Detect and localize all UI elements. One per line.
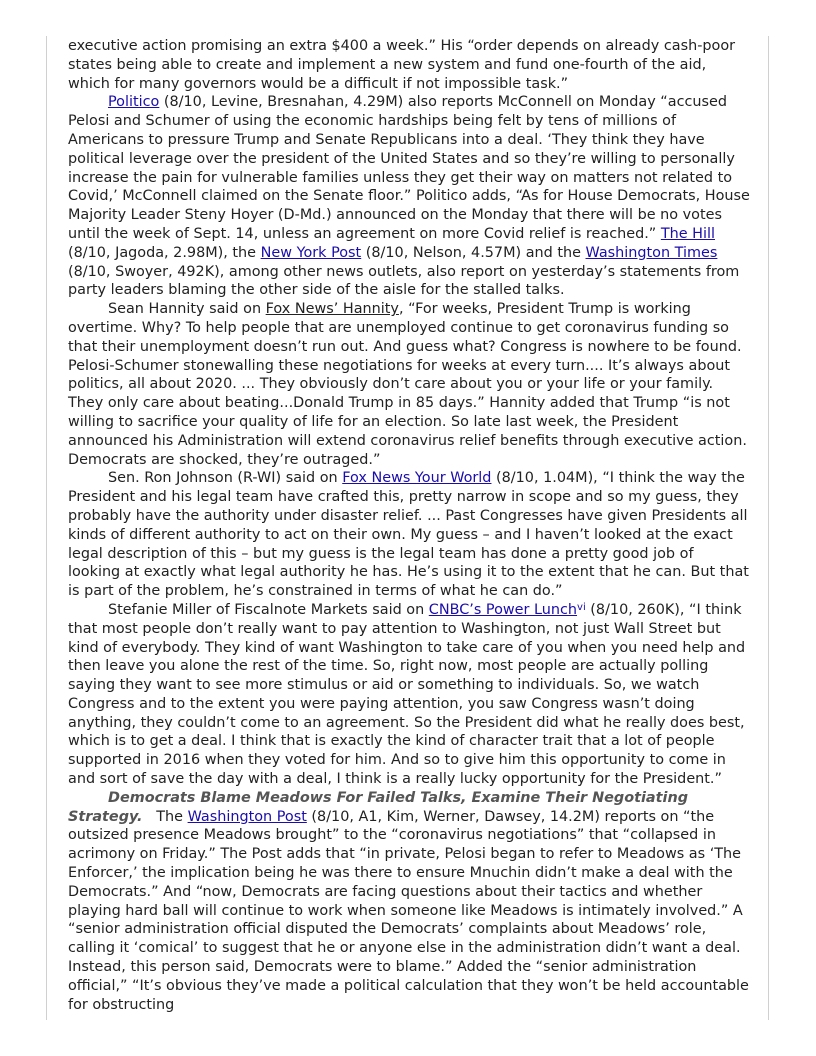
washington-post-link[interactable]: Washington Post (187, 808, 307, 825)
paragraph-politico (68, 93, 750, 300)
paragraph-hannity (68, 300, 750, 469)
fox-news-your-world-link[interactable]: Fox News Your World (342, 470, 492, 487)
paragraph-ron-johnson (68, 469, 750, 601)
paragraph-text: Stefanie Miller of Fiscalnote Markets said on (108, 601, 429, 618)
cnbc-power-lunch-link[interactable]: CNBC’s Power Lunch (428, 601, 578, 618)
paragraph-continuation (68, 37, 750, 93)
the-hill-link[interactable]: The Hill (660, 225, 715, 242)
paragraph-text: executive action promising an extra $400 a week.” His “order depends on already cash-poor states being able to create and implement a new system and fund one-fourth of the aid, which for many governors would be a difficult if not impossible task.” (68, 38, 736, 92)
right-margin-rule (768, 36, 769, 1020)
paragraph-meadows (68, 789, 750, 1015)
paragraph-text: , “For weeks, President Trump is working overtime. Why? To help people that are unemployed continue to get coronavirus funding so that their unemployment doesn’t run out. And guess what? Congress is nowhere to be found. Pelosi-Schumer stonewalling these negotiations for weeks at every turn.... It’s always about politics, all about 2020. ... They obviously don’t care about you or your life or your family. They only care about beating...Donald Trump in 85 days.” Hannity added that Trump “is not willing to sacrifice your quality of life for an election. So late last week, the President announced his Administration will extend coronavirus relief benefits through executive action. Democrats are shocked, they’re outraged.” (68, 301, 747, 468)
paragraph-text: (8/10, Swoyer, 492K), among other news outlets, also report on yesterday’s statements from party leaders blaming the other side of the aisle for the stalled talks. (68, 263, 740, 299)
politico-link[interactable]: Politico (108, 94, 160, 111)
left-margin-rule (46, 36, 47, 1020)
paragraph-text: (8/10, A1, Kim, Werner, Dawsey, 14.2M) reports on “the outsized presence Meadows brought” to the “coronavirus negotiations” that “collapsed in acrimony on Friday.” The Post adds that “in private, Pelosi began to refer to Meadows as ‘The Enforcer,’ the implication being he was there to ensure Mnuchin didn’t make a deal with the Democrats.” And “now, Democrats are facing questions about their tactics and whether playing hard ball will continue to work when someone like Meadows is intimately involved.” A “senior administration official disputed the Democrats’ complaints about Meadows’ role, calling it ‘comical’ to suggest that he or anyone else in the administration didn’t want a deal. Instead, this person said, Democrats were to blame.” Added the “senior administration official,” “It’s obvious they’ve made a political calculation that they won’t be held accountable for obstructing (68, 808, 749, 1013)
paragraph-text: (8/10, 260K), “I think that most people don’t really want to pay attention to Washington, not just Wall Street but kind of everybody. They kind of want Washington to take care of you when you need help and then leave you alone the rest of the time. So, right now, most people are actually polling saying they want to see more stimulus or aid or something to individuals. So, we watch Congress and to the extent you were paying attention, you saw Congress wasn’t doing anything, they couldn’t come to an agreement. So the President did what he really does best, which is to get a deal. I think that is exactly the kind of character trait that a lot of people supported in 2016 when they voted for him. And so to give him this opportunity to come in and sort of save the day with a deal, I think is a really lucky opportunity for the President.” (68, 601, 746, 788)
paragraph-text: The (142, 808, 188, 825)
footnote-marker[interactable]: vi (577, 601, 586, 613)
paragraph-text: (8/10, Jagoda, 2.98M), the (68, 244, 261, 261)
paragraph-stefanie-miller (68, 601, 750, 789)
paragraph-text: Sean Hannity said on (108, 301, 266, 318)
paragraph-text: Sen. Ron Johnson (R-WI) said on (108, 470, 343, 487)
washington-times-link[interactable]: Washington Times (585, 244, 718, 261)
paragraph-text: (8/10, Levine, Bresnahan, 4.29M) also reports McConnell on Monday “accused Pelosi and Schumer of using the economic hardships being felt by tens of millions of Americans to pressure Trump and Senate Republicans into a deal. ‘They think they have political leverage over the president of the United States and so they’re willing to personally increase the pain for vulnerable families unless they get their way on matters not related to Covid,’ McConnell claimed on the Senate floor.” Politico adds, “As for House Democrats, House Majority Leader Steny Hoyer (D-Md.) announced on the Monday that there will be no votes until the week of Sept. 14, unless an agreement on more Covid relief is reached.” (68, 94, 750, 242)
new-york-post-link[interactable]: New York Post (260, 244, 362, 261)
source-fox-news-hannity: Fox News’ Hannity (265, 301, 399, 318)
document-body (68, 37, 750, 1014)
paragraph-text: (8/10, 1.04M), “I think the way the President and his legal team have crafted this, pretty narrow in scope and so my guess, they probably have the authority under disaster relief. ... Past Congresses have given Presidents all kinds of different authority to act on their own. My guess – and I haven’t looked at the exact legal description of this – but my guess is the legal team has done a pretty good job of looking at exactly what legal authority he has. He’s using it to the extent that he can. But that is part of the problem, he’s constrained in terms of what he can do.” (68, 470, 749, 600)
section-heading: Democrats Blame Meadows For Failed Talks, Examine Their Negotiating Strategy. (68, 789, 688, 825)
paragraph-text: (8/10, Nelson, 4.57M) and the (361, 244, 586, 261)
